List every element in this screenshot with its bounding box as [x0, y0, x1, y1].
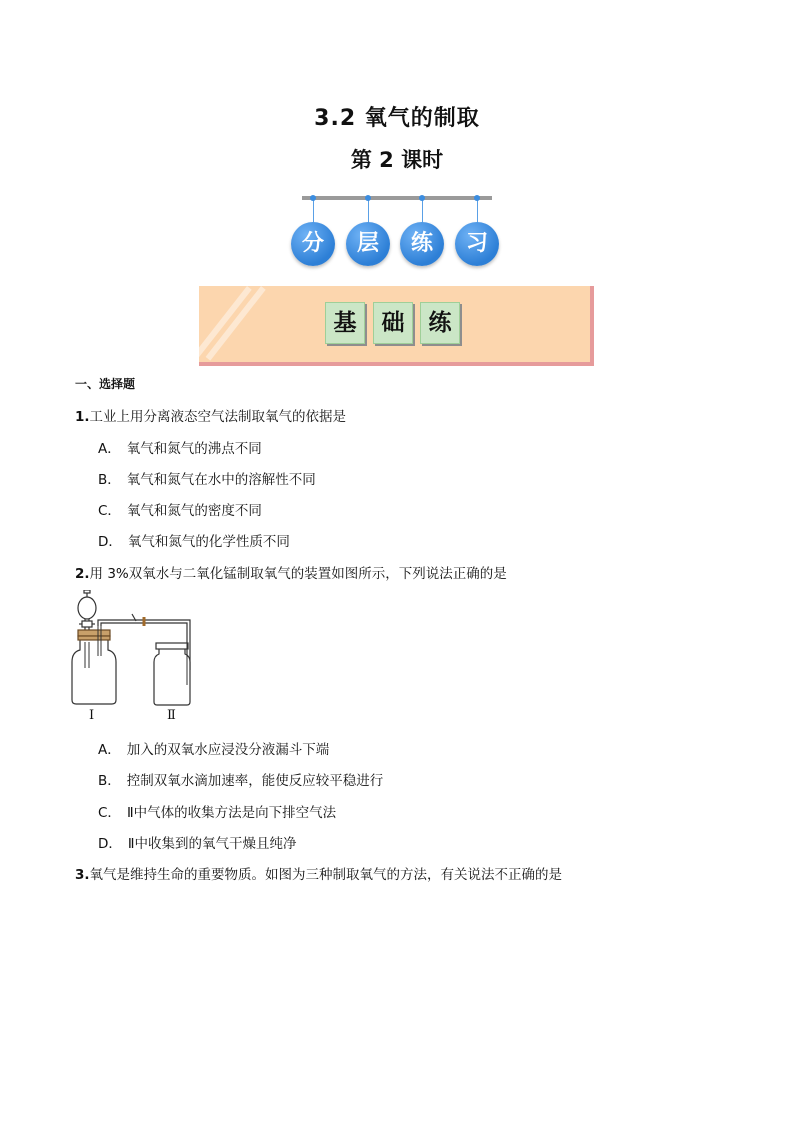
- option-text: Ⅱ中气体的收集方法是向下排空气法: [126, 805, 337, 821]
- option-d: [98, 832, 297, 852]
- option-c: [98, 499, 262, 519]
- collection-bottle: [154, 643, 190, 705]
- option-text: Ⅱ中收集到的氧气干燥且纯净: [127, 836, 297, 852]
- question-1: [75, 405, 346, 425]
- banner-stripe: [192, 286, 252, 361]
- question-text: 氧气是维持生命的重要物质。如图为三种制取氧气的方法，有关说法不正确的是: [89, 867, 563, 883]
- reaction-bottle: [72, 630, 116, 704]
- option-text: 控制双氧水滴加速率，能使反应较平稳进行: [126, 773, 384, 789]
- badge-string: [477, 199, 478, 223]
- option-a: [98, 738, 329, 758]
- option-text: 加入的双氧水应浸没分液漏斗下端: [126, 742, 330, 758]
- badge-pin: [419, 195, 425, 201]
- banner-stripe: [206, 286, 266, 361]
- badge-char: 练: [400, 222, 444, 266]
- option-b: [98, 468, 316, 488]
- option-text: 氧气和氮气在水中的溶解性不同: [126, 472, 316, 488]
- badge-char: 层: [346, 222, 390, 266]
- option-letter: B．: [98, 472, 121, 488]
- banner-char: 基: [325, 302, 365, 344]
- badge-string: [313, 199, 314, 223]
- question-number: 2.: [75, 566, 90, 582]
- figure-label-i: Ⅰ: [89, 708, 95, 723]
- badge-pin: [474, 195, 480, 201]
- badge-string: [422, 199, 423, 223]
- badge-rail: [302, 196, 492, 200]
- option-letter: A．: [98, 441, 121, 457]
- badge-string: [368, 199, 369, 223]
- badge-pin: [365, 195, 371, 201]
- option-text: 氧气和氮气的密度不同: [126, 503, 262, 519]
- lesson-subtitle: 第 2 课时: [350, 148, 444, 172]
- option-letter: A．: [98, 742, 121, 758]
- apparatus-figure: [66, 590, 206, 715]
- option-c: [98, 801, 336, 821]
- option-text: 氧气和氮气的沸点不同: [126, 441, 262, 457]
- option-letter: D．: [98, 836, 122, 852]
- question-number: 1.: [75, 409, 90, 425]
- question-number: 3.: [75, 867, 90, 883]
- badge-char: 习: [455, 222, 499, 266]
- option-b: [98, 769, 383, 789]
- banner-char: 练: [420, 302, 460, 344]
- question-3: [75, 863, 562, 883]
- option-text: 氧气和氮气的化学性质不同: [127, 534, 290, 550]
- question-2: [75, 562, 507, 582]
- badge-pin: [310, 195, 316, 201]
- option-letter: D．: [98, 534, 122, 550]
- question-text: 用 3%双氧水与二氧化锰制取氧气的装置如图所示，下列说法正确的是: [89, 566, 507, 582]
- option-letter: B．: [98, 773, 121, 789]
- section-heading: 一、选择题: [75, 377, 136, 391]
- option-letter: C．: [98, 503, 121, 519]
- page-title: 3.2 氧气的制取: [314, 106, 480, 131]
- option-d: [98, 530, 290, 550]
- option-a: [98, 437, 262, 457]
- option-letter: C．: [98, 805, 121, 821]
- badge-char: 分: [291, 222, 335, 266]
- banner-char: 础: [373, 302, 413, 344]
- question-text: 工业上用分离液态空气法制取氧气的依据是: [89, 409, 347, 425]
- figure-label-ii: Ⅱ: [167, 708, 176, 723]
